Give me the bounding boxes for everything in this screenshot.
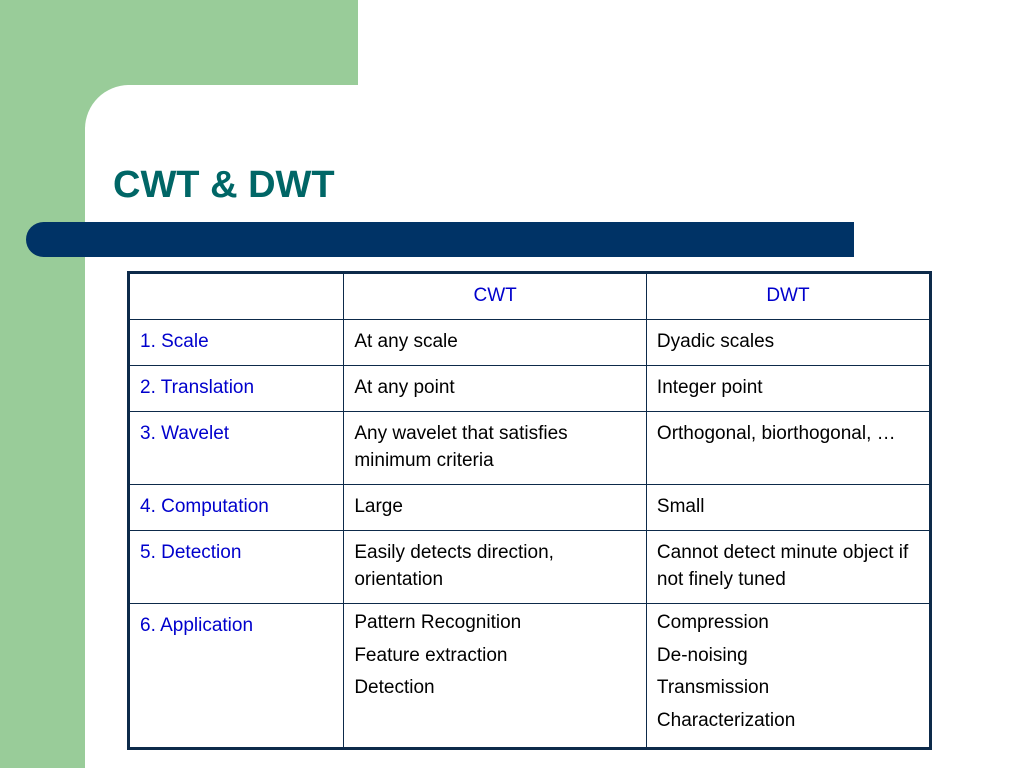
cwt-cell (344, 604, 647, 749)
dwt-cell: Small (646, 485, 930, 531)
cwt-cell: Any wavelet that satisfies minimum criteria (344, 412, 647, 485)
title-underline-bar (26, 222, 854, 257)
dwt-cell: Integer point (646, 366, 930, 412)
table-header-row (129, 273, 931, 320)
list-item: Characterization (656, 709, 796, 731)
dwt-cell: Orthogonal, biorthogonal, … (646, 412, 930, 485)
dwt-cell: Dyadic scales (646, 320, 930, 366)
table-row-wavelet (129, 412, 931, 485)
slide-title: CWT & DWT (113, 164, 335, 206)
cwt-cell: Large (344, 485, 647, 531)
list-item: Detection (354, 677, 435, 698)
dwt-cell (646, 604, 930, 749)
table-row-detection (129, 531, 931, 604)
table-row-scale (129, 320, 931, 366)
row-label: 4. Computation (129, 485, 344, 531)
table-row-translation (129, 366, 931, 412)
dwt-cell: Cannot detect minute object if not finely tuned (646, 531, 930, 604)
list-item: Transmission (656, 677, 770, 698)
header-cell-dwt: DWT (646, 273, 930, 320)
comparison-table (127, 271, 932, 750)
table-row-computation (129, 485, 931, 531)
list-item: Feature extraction (354, 644, 508, 666)
list-item: De-noising (656, 644, 748, 666)
table-row-application (129, 604, 931, 749)
cwt-cell: At any scale (344, 320, 647, 366)
header-cell-empty (129, 273, 344, 320)
row-label: 1. Scale (129, 320, 344, 366)
row-label: 3. Wavelet (129, 412, 344, 485)
cwt-cell: At any point (344, 366, 647, 412)
row-label: 2. Translation (129, 366, 344, 412)
header-cell-cwt: CWT (344, 273, 647, 320)
list-item: Compression (656, 612, 769, 633)
row-label: 5. Detection (129, 531, 344, 604)
list-item: Pattern Recognition (354, 612, 522, 633)
cwt-cell: Easily detects direction, orientation (344, 531, 647, 604)
row-label: 6. Application (129, 604, 344, 749)
